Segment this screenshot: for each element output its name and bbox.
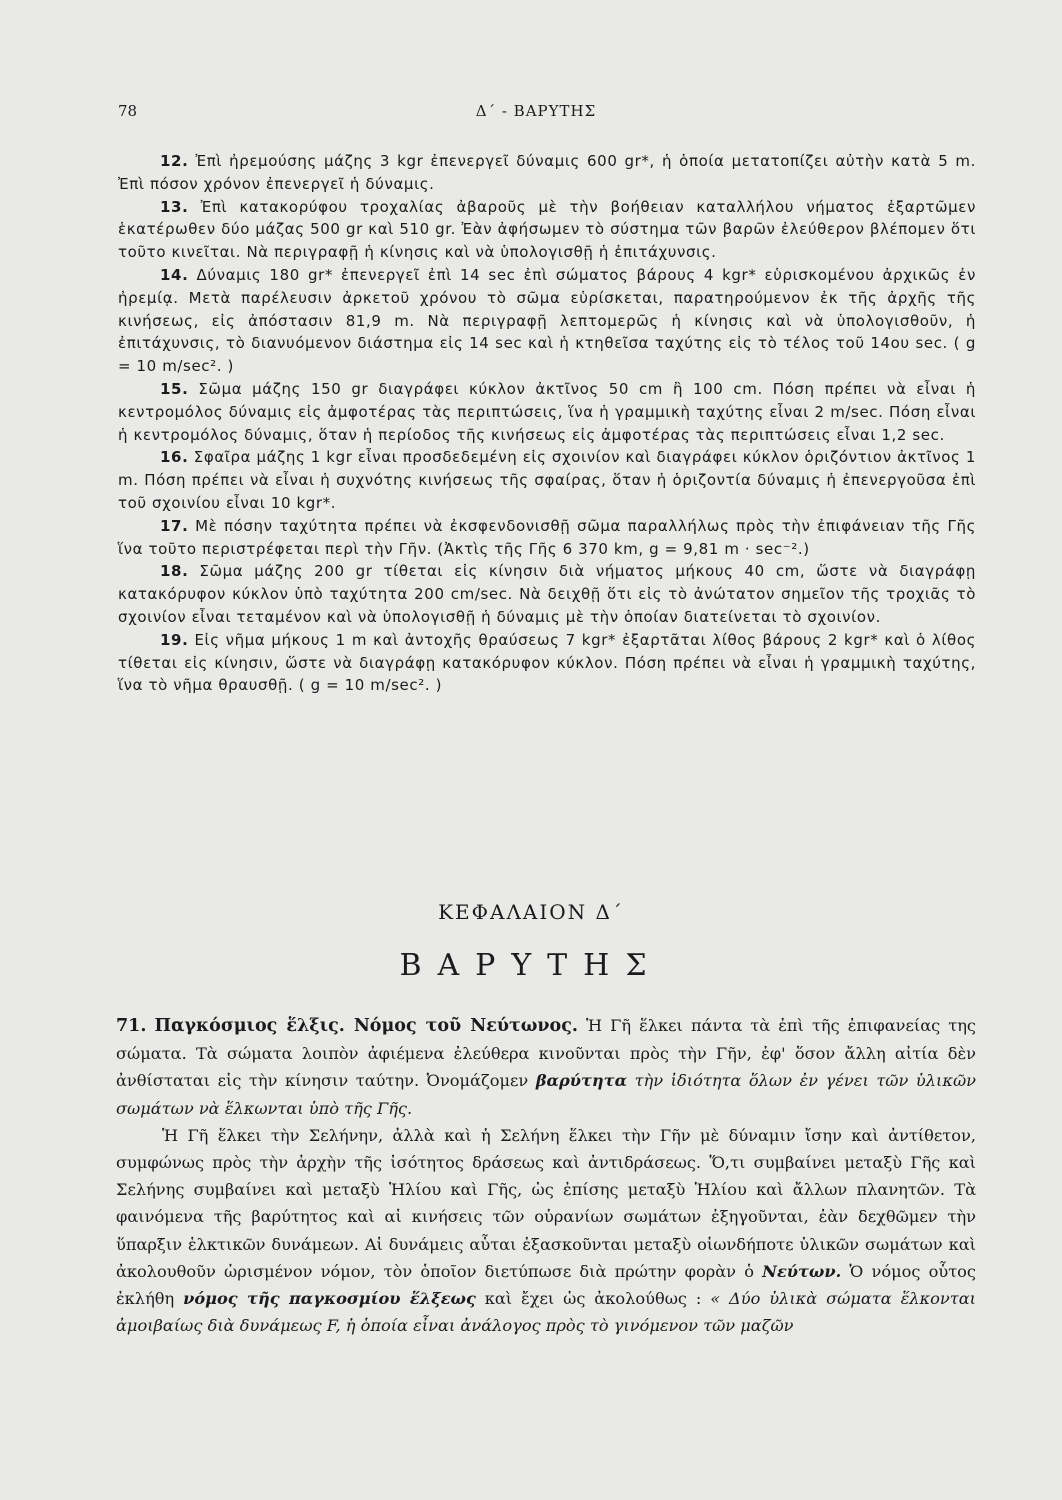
problem-number: 14. <box>160 265 189 284</box>
problem-text: Σφαῖρα μάζης 1 kgr εἶναι προσδεδεμένη εἰς σχοινίον καὶ διαγράφει κύκλον ὁριζόντιον ἀκτῖνος 1 m. Πόση πρέπει νὰ εἶναι ἡ συχνότης κινήσεως τῆς σφαίρας, ὅταν ἡ ὁριζοντία δύναμις ἡ ἐπενεργοῦσα ἐπὶ τοῦ σχοινίου εἶναι 10 kgr*. <box>118 448 976 512</box>
section-paragraph <box>116 1012 976 1122</box>
running-head <box>118 102 954 126</box>
term-highlight: βαρύτητα <box>535 1071 628 1091</box>
chapter-title: ΒΑΡΥΤΗΣ <box>399 948 663 983</box>
definition-text: τὴν ἰδιότητα ὅλων ἐν γένει τῶν ὑλικῶν σωμάτων νὰ ἕλκωνται ὑπὸ τῆς Γῆς. <box>116 1071 977 1118</box>
name-highlight: Νεύτων. <box>762 1261 842 1281</box>
paragraph-text: Ὁ νόμος οὗτος ἐκλήθη <box>116 1261 976 1309</box>
problem-number: 19. <box>160 630 189 649</box>
law-quote: « Δύο ὑλικὰ σώματα ἕλκονται ἀμοιβαίως διὰ δυνάμεως F, ἡ ὁποία εἶναι ἀνάλογος πρὸς τὸ γινόμενον τῶν μαζῶν <box>116 1289 976 1336</box>
paragraph-text: καὶ ἔχει ὡς ἀκολούθως : <box>484 1289 702 1309</box>
problem-list <box>118 150 976 697</box>
problem-number: 12. <box>160 152 189 170</box>
problem-number: 13. <box>160 197 189 216</box>
problem-number: 15. <box>160 379 189 398</box>
paragraph-text: Ἡ Γῆ ἕλκει τὴν Σελήνην, ἀλλὰ καὶ ἡ Σελήνη ἕλκει τὴν Γῆν μὲ δύναμιν ἴσην καὶ ἀντίθετον, συμφώνως πρὸς τὴν ἀρχὴν τῆς ἰσότητος δράσεως καὶ ἀντιδράσεως. Ὅ,τι συμβαίνει μεταξὺ Γῆς καὶ Σελήνης συμβαίνει καὶ μεταξὺ Ἡλίου καὶ Γῆς, ὡς ἐπίσης μεταξὺ Ἡλίου καὶ ἄλλων πλανητῶν. Τὰ φαινόμενα τῆς βαρύτητος καὶ αἱ κινήσεις τῶν οὐρανίων σωμάτων ἐξηγοῦνται, ἐὰν δεχθῶμεν τὴν ὕπαρξιν ἑλκτικῶν δυνάμεων. Αἱ δυνάμεις αὗται ἐξασκοῦνται μεταξὺ οἱωνδήποτε ὑλικῶν σωμάτων καὶ ἀκολουθοῦν ὡρισμένον νόμον, τὸν ὁποῖον διετύπωσε διὰ πρώτην φορὰν ὁ <box>116 1125 976 1281</box>
problem-text: Σῶμα μάζης 200 gr τίθεται εἰς κίνησιν διὰ νήματος μήκους 40 cm, ὥστε νὰ διαγράφῃ κατακόρυφον κύκλον ὑπὸ ταχύτητα 200 cm/sec. Νὰ δειχθῇ ὅτι εἰς τὸ ἀνώτατον σημεῖον τῆς τροχιᾶς τὸ σχοινίον εἶναι τεταμένον καὶ νὰ ὑπολογισθῇ ἡ δύναμις μὲ τὴν ὁποίαν διατείνεται τὸ σχοινίον. <box>118 562 976 626</box>
problem-item <box>118 560 976 628</box>
problem-text: Ἐπὶ κατακορύφου τροχαλίας ἀβαροῦς μὲ τὴν βοήθειαν καταλλήλου νήματος ἐξαρτῶμεν ἑκατέρωθεν δύο μάζας 500 gr καὶ 510 gr. Ἐὰν ἀφήσωμεν τὸ σύστημα τῶν βαρῶν ἐλεύθερον βλέπομεν ὅτι τοῦτο κινεῖται. Νὰ περιγραφῇ ἡ κίνησις καὶ νὰ ὑπολογισθῇ ἡ ἐπιτάχυνσις. <box>118 197 976 262</box>
paragraph-text: Ἡ Γῆ ἕλκει πάντα τὰ ἐπὶ τῆς ἐπιφανείας της σώματα. Τὰ σώματα λοιπὸν ἀφιέμενα ἐλεύθερα κινοῦνται πρὸς τὴν Γῆν, ἐφ' ὅσον ἄλλη αἰτία δὲν ἀνθίσταται εἰς τὴν κίνησιν ταύτην. Ὀνομάζομεν <box>116 1016 976 1091</box>
problem-item <box>118 196 976 264</box>
problem-item <box>118 515 976 561</box>
running-title: Δ΄ - ΒΑΡΥΤΗΣ <box>475 102 597 120</box>
problem-item <box>118 629 976 697</box>
problem-text: Μὲ πόσην ταχύτητα πρέπει νὰ ἐκσφενδονισθῇ σῶμα παραλλήλως πρὸς τὴν ἐπιφάνειαν τῆς Γῆς ἵνα τοῦτο περιστρέφεται περὶ τὴν Γῆν. (Ἀκτὶς τῆς Γῆς 6 370 km, g = 9,81 m · sec⁻².) <box>118 516 976 558</box>
problem-item <box>118 378 976 446</box>
problem-text: Σῶμα μάζης 150 gr διαγράφει κύκλον ἀκτῖνος 50 cm ἢ 100 cm. Πόση πρέπει νὰ εἶναι ἡ κεντρομόλος δύναμις εἰς ἀμφοτέρας τὰς περιπτώσεις, ἵνα ἡ γραμμικὴ ταχύτης εἶναι 2 m/sec. Πόση εἶναι ἡ κεντρομόλος δύναμις, ὅταν ἡ περίοδος τῆς κινήσεως εἰς ἀμφοτέρας τὰς περιπτώσεις εἶναι 1,2 sec. <box>118 379 976 444</box>
section-body <box>116 1012 976 1339</box>
section-paragraph <box>116 1122 976 1340</box>
problem-number: 17. <box>160 516 189 535</box>
problem-text: Εἰς νῆμα μήκους 1 m καὶ ἀντοχῆς θραύσεως 7 kgr* ἐξαρτᾶται λίθος βάρους 2 kgr* καὶ ὁ λίθος τίθεται εἰς κίνησιν, ὥστε νὰ διαγράφῃ κατακόρυφον κύκλον. Πόση πρέπει νὰ εἶναι ἡ γραμμικὴ ταχύτης, ἵνα τὸ νῆμα θραυσθῇ. ( g = 10 m/sec². ) <box>118 630 976 695</box>
section-title: Παγκόσμιος ἕλξις. Νόμος τοῦ Νεύτωνος. <box>154 1016 578 1036</box>
section-number: 71. <box>116 1016 147 1036</box>
problem-text: Δύναμις 180 gr* ἐπενεργεῖ ἐπὶ 14 sec ἐπὶ σώματος βάρους 4 kgr* εὑρισκομένου ἀρχικῶς ἐν ἠρεμίᾳ. Μετὰ παρέλευσιν ἀρκετοῦ χρόνου τὸ σῶμα εὑρίσκεται, παρατηρούμενον ἐκ τῆς ἀρχῆς τῆς κινήσεως, εἰς ἀπόστασιν 81,9 m. Νὰ περιγραφῇ λεπτομερῶς ἡ κίνησις καὶ νὰ ὑπολογισθοῦν, ἡ ἐπιτάχυνσις, τὸ διανυόμενον διάστημα εἰς 14 sec καὶ ἡ κτηθεῖσα ταχύτης εἰς τὸ τέλος τοῦ 14ου sec. ( g = 10 m/sec². ) <box>118 265 976 376</box>
law-name: νόμος τῆς παγκοσμίου ἕλξεως <box>183 1289 476 1309</box>
page-number: 78 <box>118 102 138 120</box>
problem-number: 16. <box>160 448 189 467</box>
chapter-label: ΚΕΦΑΛΑΙΟΝ Δ΄ <box>438 900 624 924</box>
problem-text: Ἐπὶ ἠρεμούσης μάζης 3 kgr ἐπενεργεῖ δύναμις 600 gr*, ἡ ὁποία μετατοπίζει αὐτὴν κατὰ 5 m. Ἐπὶ πόσον χρόνον ἐπενεργεῖ ἡ δύναμις. <box>118 152 976 193</box>
problem-item <box>118 264 976 378</box>
problem-item <box>118 150 976 196</box>
problem-number: 18. <box>160 562 189 581</box>
problem-item <box>118 446 976 514</box>
